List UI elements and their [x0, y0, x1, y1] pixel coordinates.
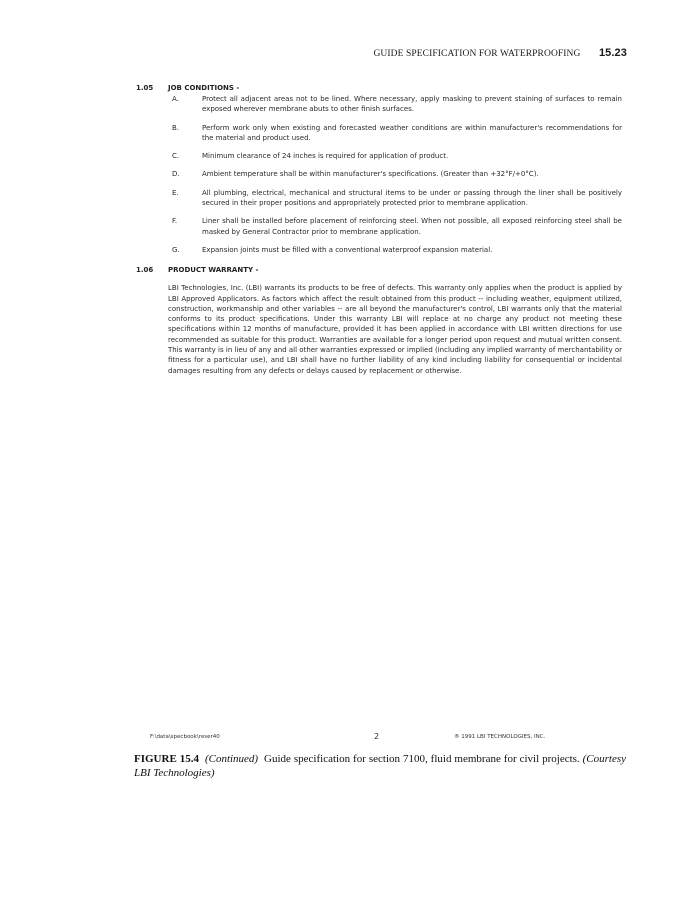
list-item: [136, 123, 622, 144]
copyright-notice: ® 1991 LBI TECHNOLOGIES, INC.: [454, 734, 546, 740]
section-number: 1.06: [136, 266, 154, 275]
item-letter: G.: [172, 245, 180, 254]
item-letter: C.: [172, 152, 180, 161]
running-header: [373, 47, 627, 59]
item-letter: A.: [172, 95, 179, 103]
list-item: [136, 151, 622, 161]
list-item: [136, 169, 622, 179]
specification-document: [136, 83, 622, 376]
section-number: 1.05: [136, 84, 154, 92]
item-text: Minimum clearance of 24 inches is required for application of product.: [202, 152, 449, 161]
list-item: [136, 216, 622, 237]
page-footer: [136, 733, 622, 743]
caption-text: Guide specification for section 7100, fluid membrane for civil projects.: [264, 753, 580, 765]
item-letter: B.: [172, 123, 180, 132]
item-text: Protect all adjacent areas not to be lined. Where necessary, apply masking to prevent staining of surfaces to remain exposed wherever membrane abuts to other finish surfaces.: [202, 95, 622, 114]
running-title: GUIDE SPECIFICATION FOR WATERPROOFING: [373, 49, 581, 59]
book-page-number: 15.23: [598, 47, 627, 59]
item-letter: E.: [172, 188, 179, 197]
item-letter: D.: [172, 170, 180, 179]
section-title: PRODUCT WARRANTY -: [168, 266, 259, 275]
spec-page-number: 2: [374, 732, 380, 741]
file-path: F:\data\specbook\reser40: [150, 734, 220, 740]
warranty-paragraph: LBI Technologies, Inc. (LBI) warrants its products to be free of defects. This warranty only applies when the product is applied by LBI Approved Applicators. As factors which affect the result obtained from this product -- including weather, equipment utilized, construction, workmanship and other variables -- are all beyond the manufacturer's control, LBI warrants only that the material conforms to its product specifications. Under this warranty LBI will replace at no charge any product not meeting these specifications within 12 months of manufacture, provided it has been applied in accordance with LBI written directions for use recommended as suitable for this product. Warranties are available for a longer period upon request and mutual written consent. This warranty is in lieu of any and all other warranties expressed or implied (including any implied warranty of merchantability or fitness for a particular use), and LBI shall have no further liability of any kind including liability for consequential or incidental damages resulting from any defects or delays caused by replacement or otherwise.: [168, 284, 622, 375]
list-item: [136, 245, 622, 255]
item-text: Perform work only when existing and forecasted weather conditions are within manufacturer's recommendations for the material and product used.: [202, 123, 622, 142]
item-text: Expansion joints must be filled with a conventional waterproof expansion material.: [202, 245, 493, 254]
figure-caption: [134, 752, 626, 780]
section-heading-1-05: [136, 83, 622, 93]
item-text: Liner shall be installed before placement of reinforcing steel. When not possible, all exposed reinforcing steel shall be masked by General Contractor prior to membrane application.: [202, 217, 622, 236]
item-text: All plumbing, electrical, mechanical and structural items to be under or passing through the liner shall be positively secured in their proper positions and appropriately protected prior to membrane application.: [202, 188, 622, 208]
list-item: [136, 188, 622, 209]
section-heading-1-06: [136, 265, 622, 275]
list-item: [136, 94, 622, 115]
continued-note: (Continued): [204, 753, 259, 765]
item-text: Ambient temperature shall be within manufacturer's specifications. (Greater than +32°F/+0°C).: [202, 170, 539, 179]
section-title: JOB CONDITIONS -: [168, 84, 240, 92]
item-letter: F.: [172, 217, 178, 226]
figure-label: FIGURE 15.4: [134, 753, 199, 765]
courtesy-note: (Courtesy LBI Technologies): [134, 753, 627, 779]
